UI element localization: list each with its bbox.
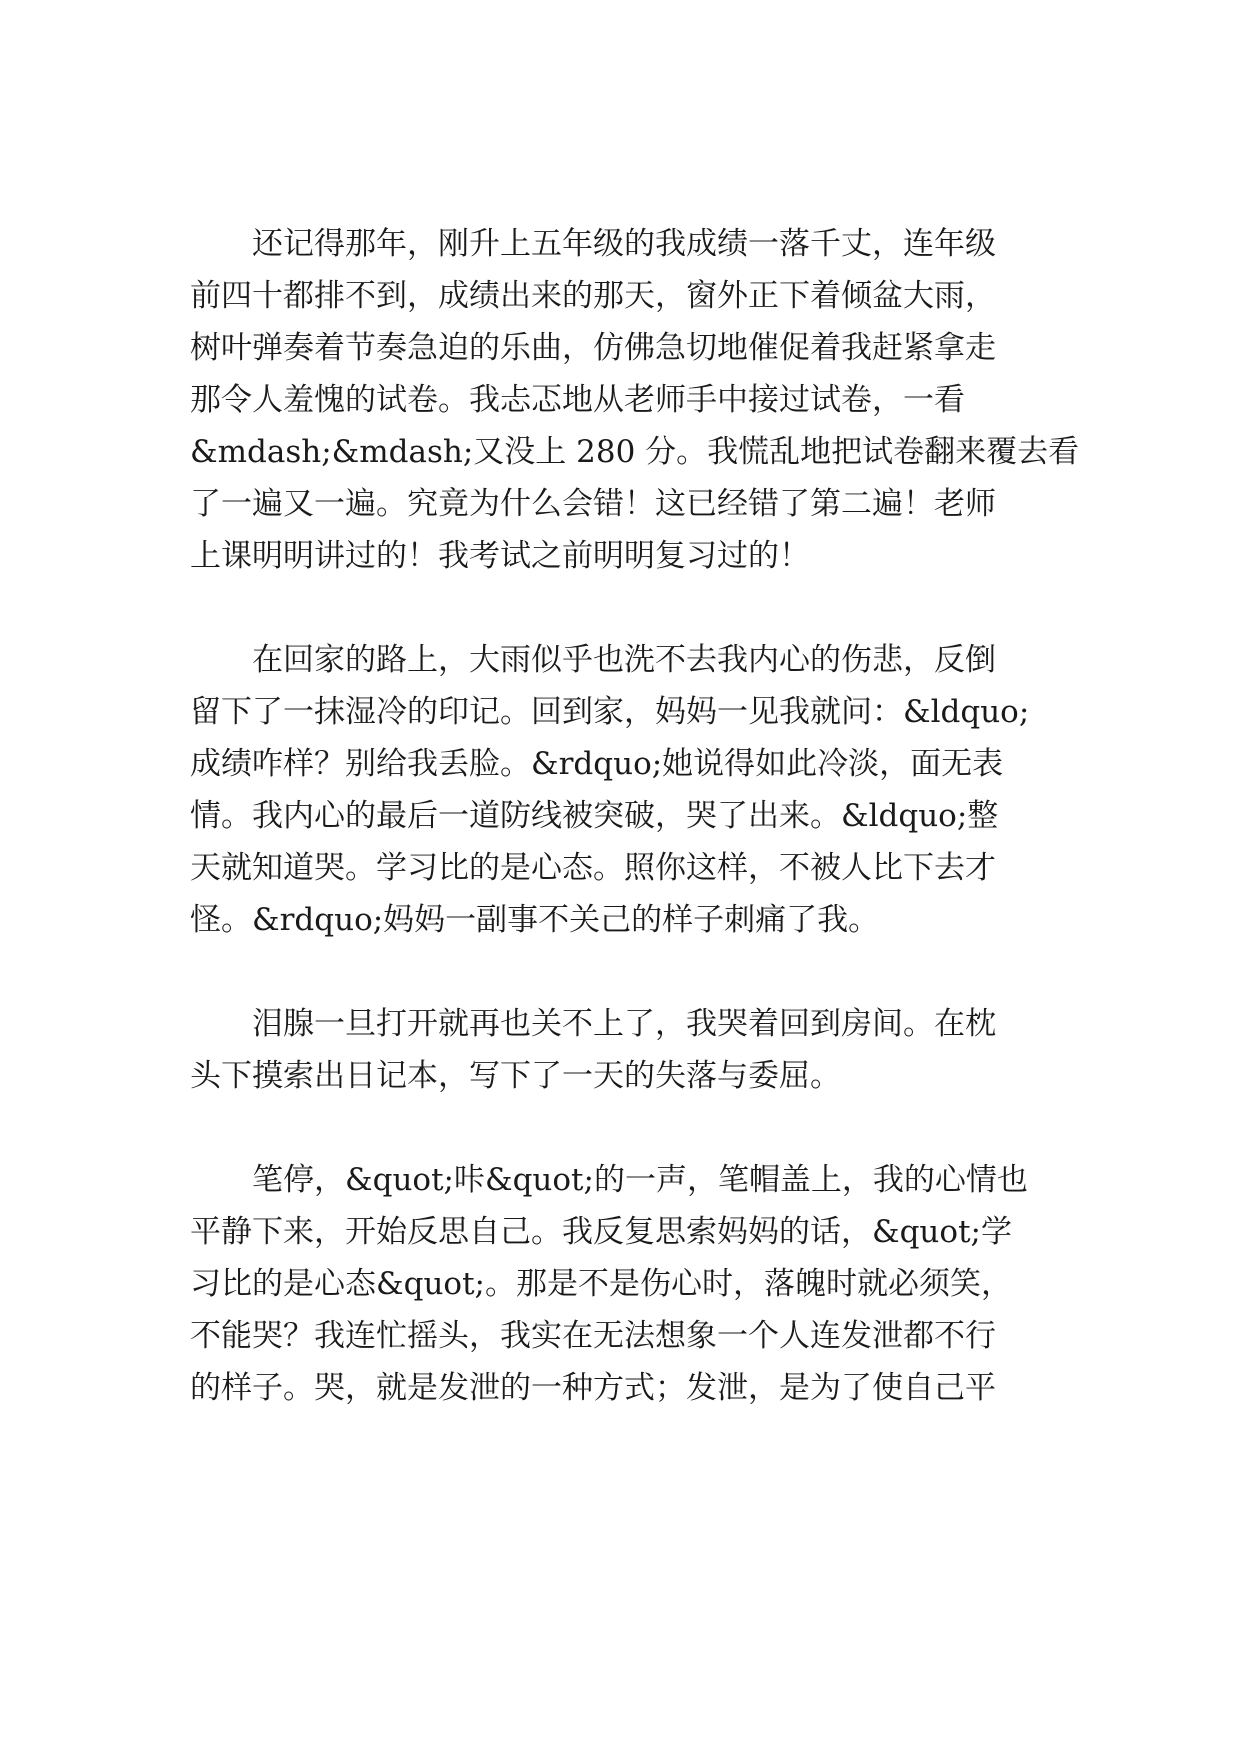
text-line: 平静下来，开始反思自己。我反复思索妈妈的话，&quot;学 bbox=[190, 1214, 1012, 1250]
text-line: 的样子。哭，就是发泄的一种方式；发泄，是为了使自己平 bbox=[190, 1370, 996, 1406]
text-line: 上课明明讲过的！我考试之前明明复习过的！ bbox=[190, 538, 810, 574]
text-line: 那令人羞愧的试卷。我忐忑地从老师手中接过试卷，一看 bbox=[190, 382, 965, 418]
document-body bbox=[190, 218, 1080, 1466]
text-line: 前四十都排不到，成绩出来的那天，窗外正下着倾盆大雨， bbox=[190, 278, 996, 314]
text-line: 笔停，&quot;咔&quot;的一声，笔帽盖上，我的心情也 bbox=[252, 1162, 1028, 1198]
text-line: 泪腺一旦打开就再也关不上了，我哭着回到房间。在枕 bbox=[252, 1006, 996, 1042]
paragraph bbox=[190, 218, 1080, 582]
text-line: 情。我内心的最后一道防线被突破，哭了出来。&ldquo;整 bbox=[190, 798, 999, 834]
text-line: 习比的是心态&quot;。那是不是伤心时，落魄时就必须笑， bbox=[190, 1266, 1012, 1302]
text-line: 了一遍又一遍。究竟为什么会错！这已经错了第二遍！老师 bbox=[190, 486, 996, 522]
text-line: 不能哭？我连忙摇头，我实在无法想象一个人连发泄都不行 bbox=[190, 1318, 996, 1354]
text-line: 留下了一抹湿冷的印记。回到家，妈妈一见我就问：&ldquo; bbox=[190, 694, 1030, 730]
text-line: &mdash;&mdash;又没上 280 分。我慌乱地把试卷翻来覆去看 bbox=[190, 434, 1080, 470]
paragraph bbox=[190, 998, 1070, 1102]
paragraph bbox=[190, 1154, 1070, 1414]
paragraph bbox=[190, 634, 1070, 946]
text-line: 在回家的路上，大雨似乎也洗不去我内心的伤悲，反倒 bbox=[252, 642, 996, 678]
text-line: 头下摸索出日记本，写下了一天的失落与委屈。 bbox=[190, 1058, 841, 1094]
text-line: 天就知道哭。学习比的是心态。照你这样，不被人比下去才 bbox=[190, 850, 996, 886]
text-line: 成绩咋样？别给我丢脸。&rdquo;她说得如此冷淡，面无表 bbox=[190, 746, 1004, 782]
text-line: 树叶弹奏着节奏急迫的乐曲，仿佛急切地催促着我赶紧拿走 bbox=[190, 330, 996, 366]
text-line: 怪。&rdquo;妈妈一副事不关己的样子刺痛了我。 bbox=[190, 902, 880, 938]
text-line: 还记得那年，刚升上五年级的我成绩一落千丈，连年级 bbox=[252, 226, 996, 262]
